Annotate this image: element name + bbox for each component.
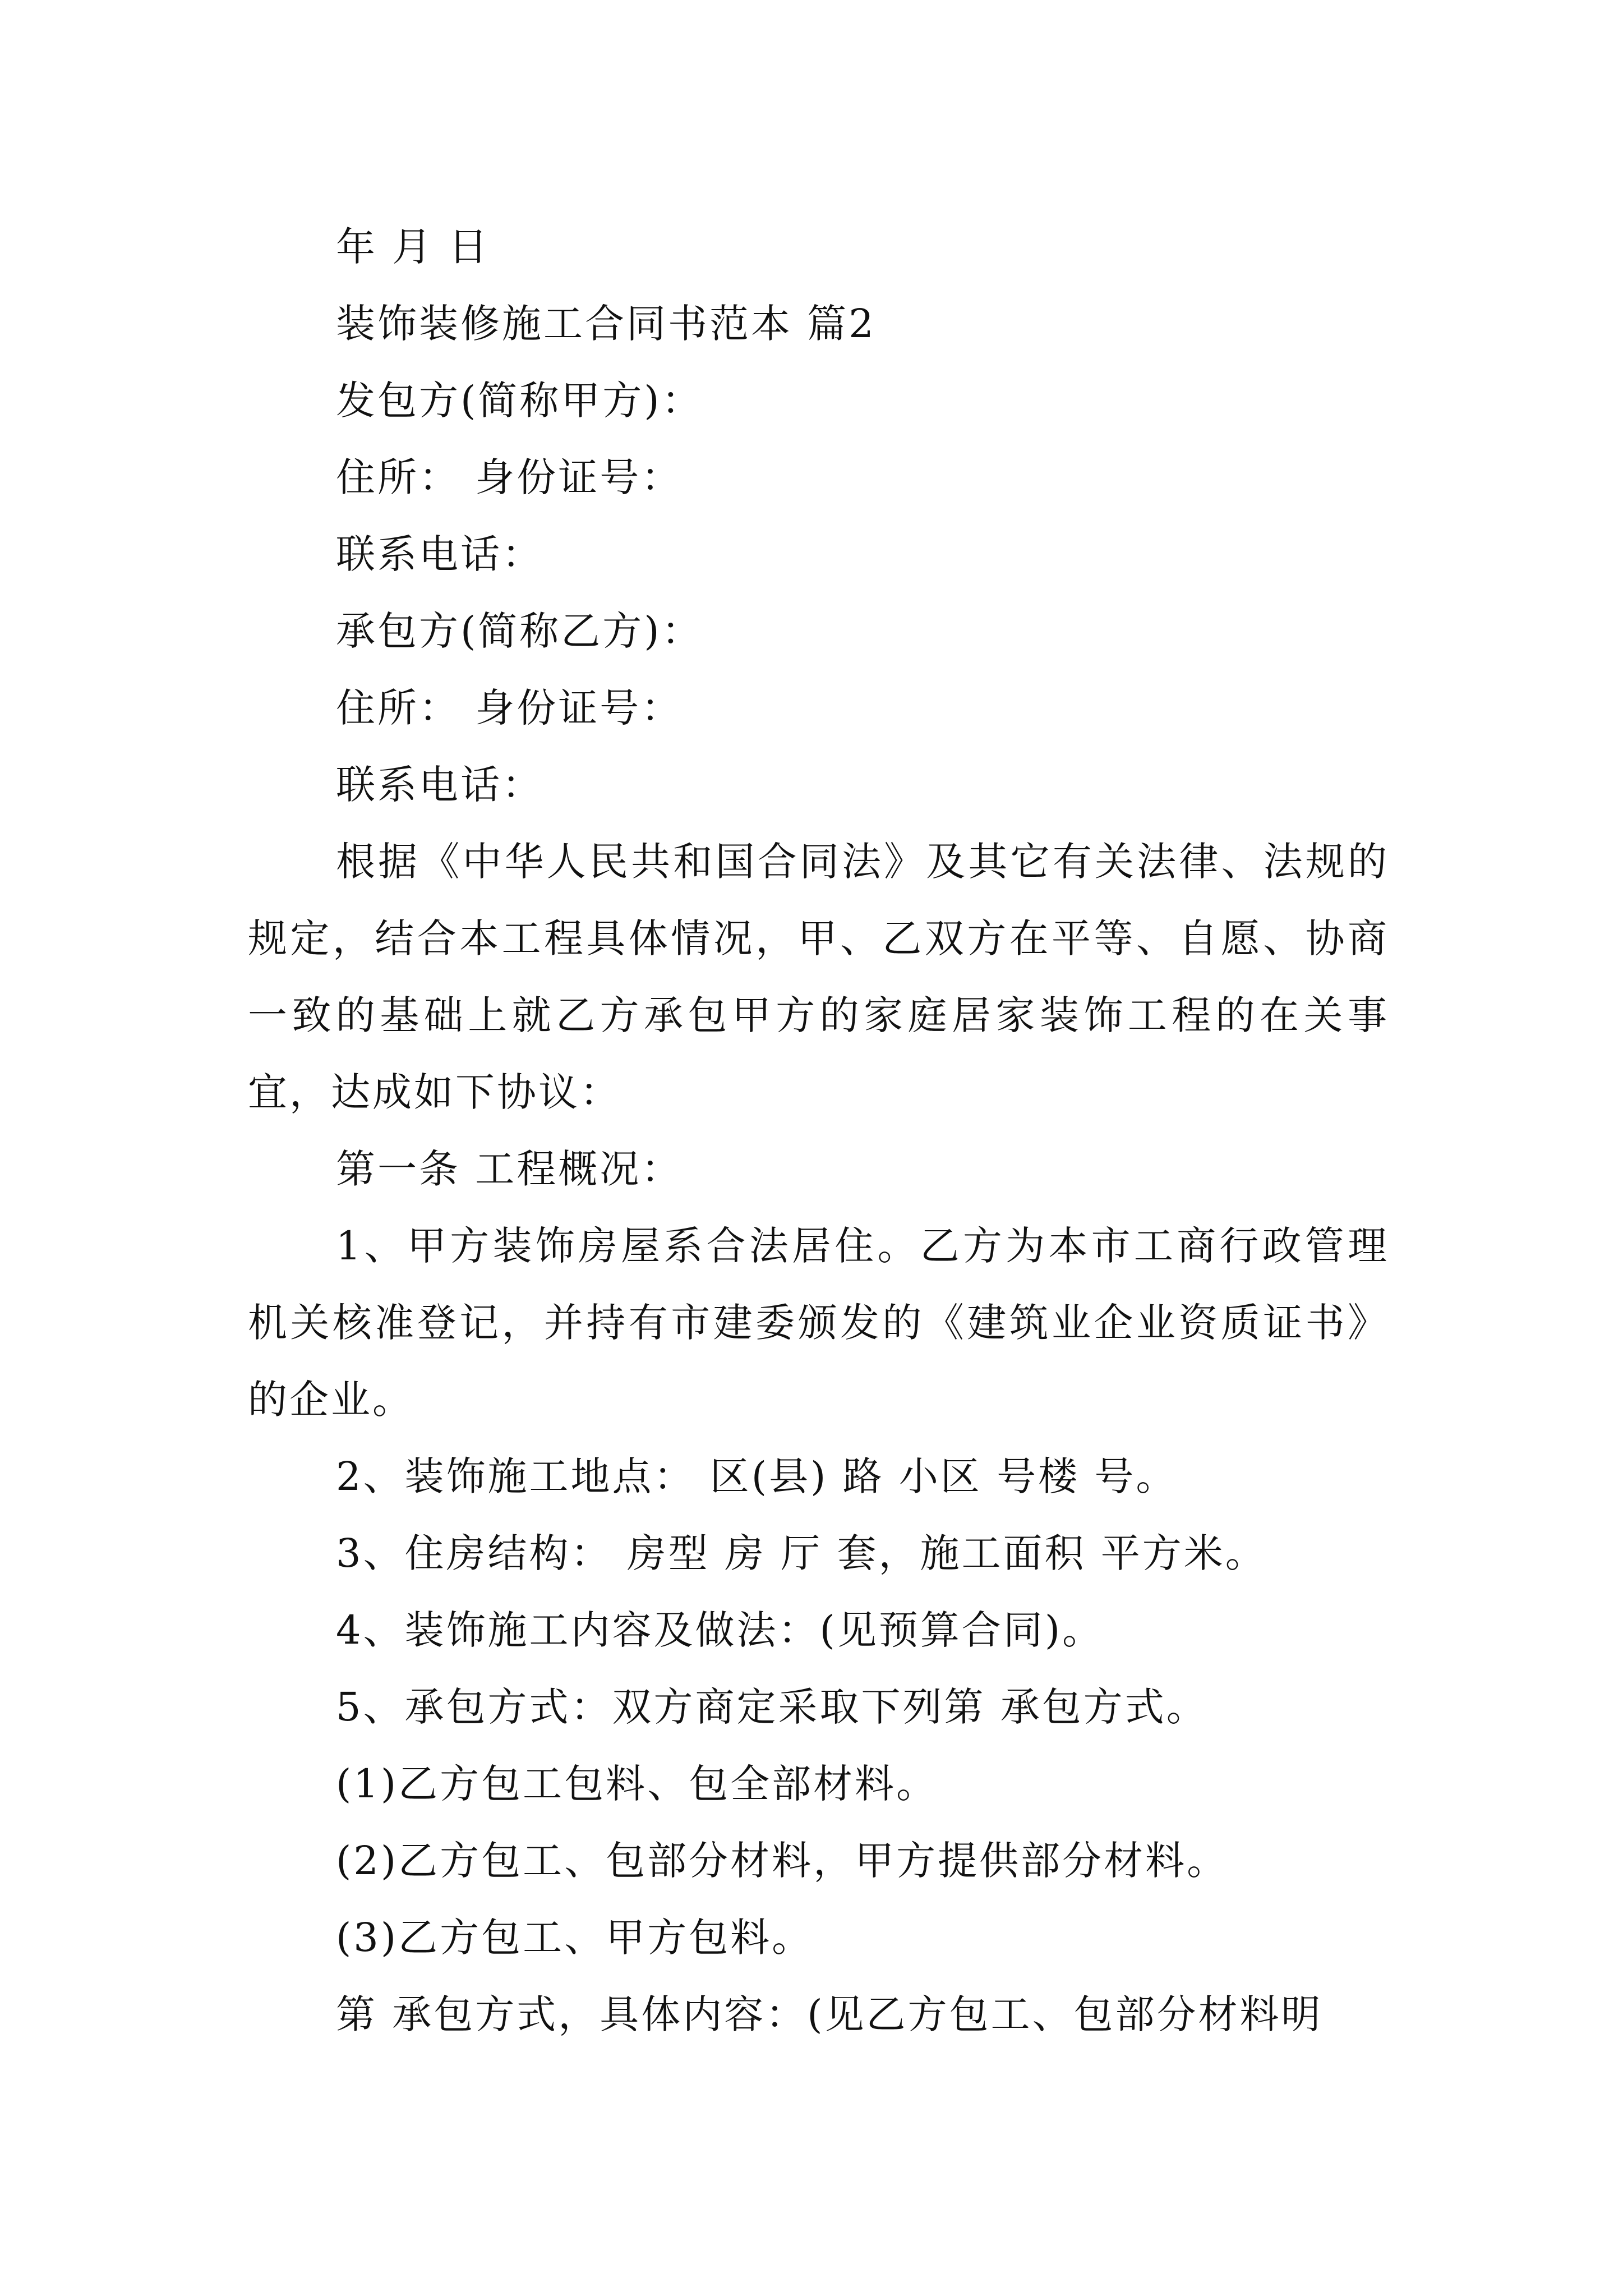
article-1-item-2: 2、装饰施工地点： 区(县) 路 小区 号楼 号。 (336, 1453, 1178, 1499)
party-a-address-id: 住所： 身份证号： (336, 454, 683, 500)
article-1-item-5: 5、承包方式：双方商定采取下列第 承包方式。 (336, 1684, 1208, 1730)
document-body (248, 209, 1389, 2053)
article-1-item-1: 1、甲方装饰房屋系合法居住。乙方为本市工商行政管理机关核准登记，并持有市建委颁发的《建筑业企业资质证书》的企业。 (248, 1223, 1389, 1423)
party-a-phone: 联系电话： (336, 531, 543, 577)
contract-mode-detail: 第 承包方式，具体内容：(见乙方包工、包部分材料明 (336, 1991, 1323, 2037)
article-1-item-3: 3、住房结构： 房型 房 厅 套，施工面积 平方米。 (336, 1530, 1267, 1576)
contract-option-3: (3)乙方包工、甲方包料。 (336, 1915, 814, 1961)
article-1-item-4: 4、装饰施工内容及做法：(见预算合同)。 (336, 1607, 1104, 1653)
party-b-label: 承包方(简称乙方)： (336, 608, 703, 654)
party-b-phone: 联系电话： (336, 762, 543, 808)
preamble-paragraph: 根据《中华人民共和国合同法》及其它有关法律、法规的规定，结合本工程具体情况，甲、乙双方在平等、自愿、协商一致的基础上就乙方承包甲方的家庭居家装饰工程的在关事宜，达成如下协议： (248, 839, 1389, 1115)
document-title: 装饰装修施工合同书范本 篇2 (336, 301, 876, 347)
article-1-title: 第一条 工程概况： (336, 1146, 683, 1192)
party-b-address-id: 住所： 身份证号： (336, 685, 683, 731)
party-a-label: 发包方(简称甲方)： (336, 378, 703, 424)
contract-option-1: (1)乙方包工包料、包全部材料。 (336, 1761, 938, 1807)
contract-option-2: (2)乙方包工、包部分材料，甲方提供部分材料。 (336, 1838, 1229, 1884)
date-line: 年 月 日 (336, 224, 490, 270)
